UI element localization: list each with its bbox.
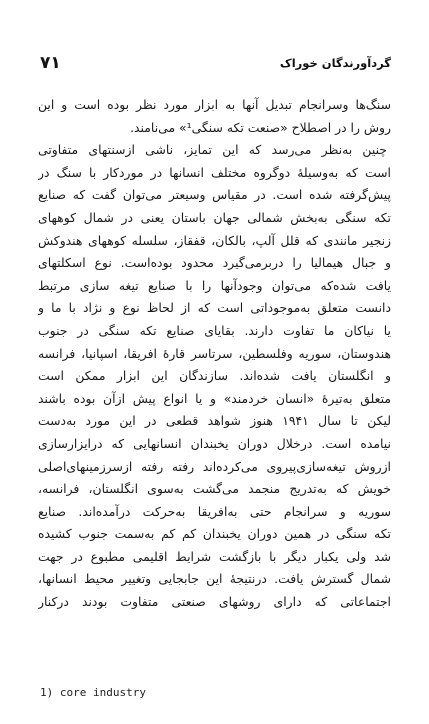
text-line: و انگلستان یافت شده‌اند. سازندگان این ابزار ممکن است — [38, 368, 391, 384]
text-line: است که به‌وسیلهٔ دوگروه مختلف انسانها در موردکار با سنگ در — [38, 164, 391, 180]
text-line: لیکن تا سال ۱۹۴۱ هنوز شواهد قطعی در این مورد به‌دست — [38, 413, 391, 429]
text-line: دانست متعلق به‌موجوداتی است که از لحاظ نوع و نژاد با ما و — [38, 300, 391, 316]
text-line: متعلق به‌تیرهٔ «انسان خردمند» و یا انواع پیش ازآن بوده باشند — [38, 390, 391, 406]
footnote: 1) core industry — [40, 686, 146, 699]
text-line: یافت شده‌که می‌توان وجودآنها را با صنایع تیغه سازی مرتبط — [38, 277, 391, 293]
body-text — [38, 94, 391, 614]
page-number: ۷۱ — [40, 53, 61, 73]
text-line: زنجیر مانندی که قلل آلپ، بالکان، قفقاز، سلسله کوههای هندوکش — [38, 232, 391, 248]
running-title: گردآورندگان خوراک — [279, 56, 391, 70]
page-header — [40, 52, 391, 74]
text-line: ازروش تیغه‌سازی‌پیروی می‌کرده‌اند رفته رفته ازسرزمینهای‌اصلی — [38, 458, 391, 474]
text-line: تکه سنگی در همین دوران یخبندان کم کم به‌سمت جنوب کشیده — [38, 526, 391, 542]
text-line: یا نیاکان ما تفاوت دارند. بقایای صنایع تکه سنگی در جنوب — [38, 322, 391, 338]
text-line: شمال گسترش یافت. درنتیجهٔ این جابجایی وتغییر محیط انسانها، — [38, 571, 391, 587]
text-line: چنین به‌نظر می‌رسد که این تمایز، ناشی ازسنتهای متفاوتی — [38, 142, 387, 158]
text-line: روش را در اصطلاح «صنعت تکه سنگی¹» می‌نامند. — [130, 119, 391, 135]
text-line: سوریه و سرانجام حتی به‌افریقا به‌حرکت درآمده‌اند. صنایع — [38, 503, 391, 519]
text-line: شد ولی یکبار دیگر با بازگشت شرایط اقلیمی مطبوع در جهت — [38, 548, 391, 564]
text-line: سنگ‌ها وسرانجام تبدیل آنها به ابزار مورد نظر بوده است و این — [38, 97, 391, 112]
text-line: اجتماعاتی که دارای روشهای صنعتی متفاوت بودند درکنار — [38, 594, 391, 610]
text-line: و جبال هیمالیا را دربرمی‌گیرد محدود بوده‌است. نوع اسکلتهای — [38, 255, 391, 271]
text-line: تکه سنگی به‌بخش شمالی جهان باستان یعنی در شمال کوههای — [38, 209, 391, 225]
text-line: پیش‌گرفته شده است. در مقیاس وسیعتر می‌توان گفت که صنایع — [38, 187, 391, 203]
text-line: خویش که به‌تدریج منجمد می‌گشت به‌سوی انگلستان، فرانسه، — [38, 481, 391, 497]
text-line: نیامده است. درخلال دوران یخبندان انسانهایی که درایزارسازی — [38, 435, 391, 451]
text-line: هندوستان، سوریه وفلسطین، سرتاسر قارهٔ افریقا، اسپانیا، فرانسه — [38, 345, 391, 361]
